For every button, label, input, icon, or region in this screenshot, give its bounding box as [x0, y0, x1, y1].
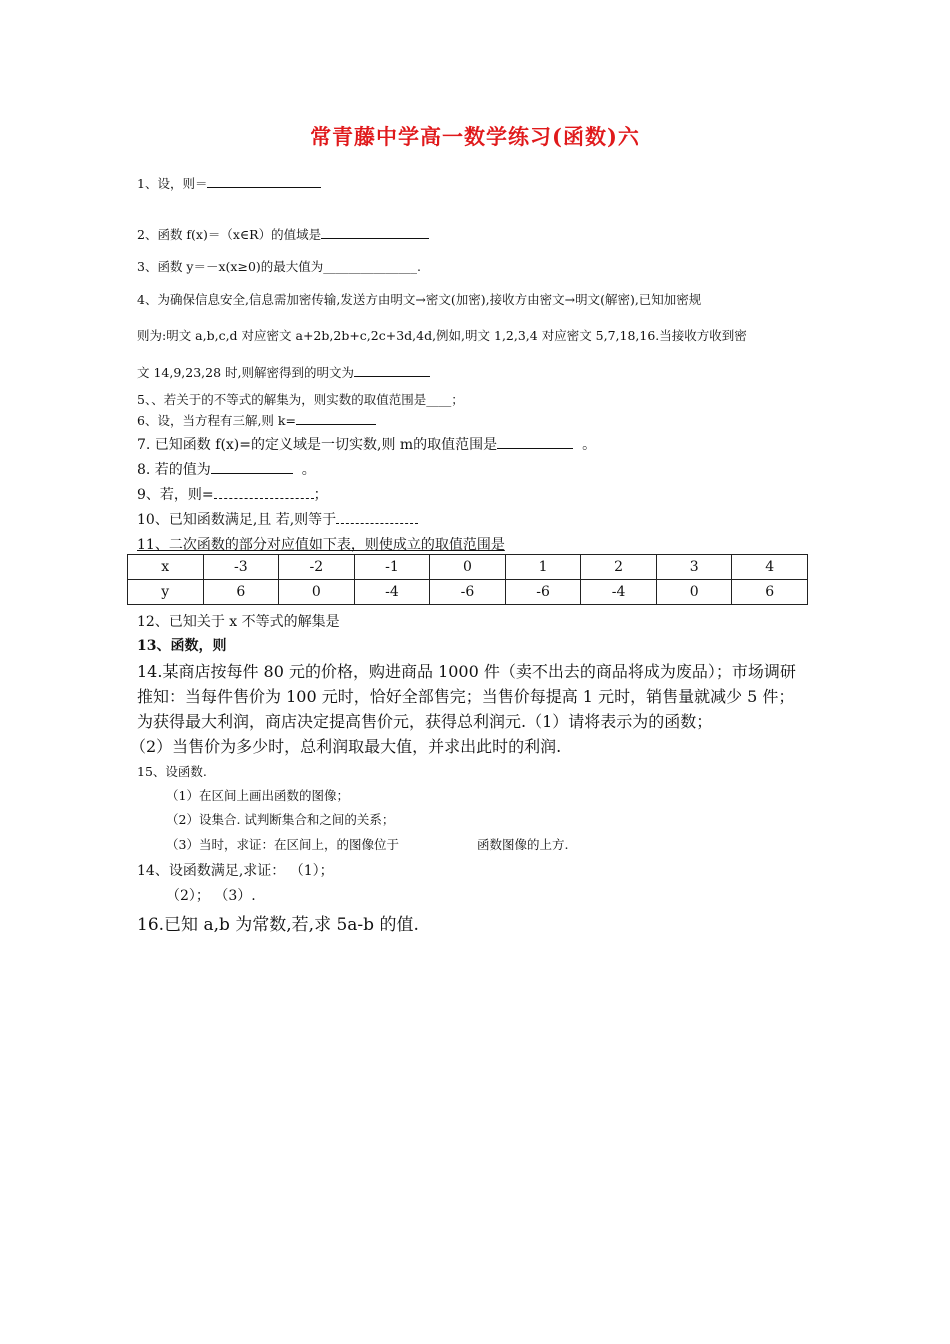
table-cell: -3: [203, 555, 279, 580]
question-14-line-4: （2）当售价为多少时，总利润取最大值，并求出此时的利润.: [130, 737, 562, 756]
answer-blank: [354, 362, 430, 377]
answer-blank: [211, 459, 293, 474]
question-12: 12、已知关于 x 不等式的解集是: [137, 614, 340, 630]
page-title: 常青藤中学高一数学练习(函数)六: [310, 124, 640, 149]
table-row-y: [128, 580, 808, 605]
table-cell: 6: [732, 580, 808, 605]
question-15-part-2: （2）设集合. 试判断集合和之间的关系；: [166, 812, 395, 827]
table-cell: 3: [656, 555, 732, 580]
question-4-line-2: 则为:明文 a,b,c,d 对应密文 a+2b,2b+c,2c+3d,4d,例如,明文 1,2,3,4 对应密文 5,7,18,16.当接收方收到密: [137, 328, 747, 343]
answer-blank: [497, 434, 573, 449]
table-cell: 6: [203, 580, 279, 605]
table-row-x: [128, 555, 808, 580]
question-15-part-1: （1）在区间上画出函数的图像；: [166, 788, 349, 803]
question-4-line-3: [137, 362, 430, 381]
question-14-line-3: 为获得最大利润，商店决定提高售价元，获得总利润元.（1）请将表示为的函数；: [137, 712, 713, 731]
question-15-part-3-text: （3）当时，求证：在区间上，的图像位于: [166, 837, 399, 852]
answer-blank: [336, 509, 418, 524]
answer-blank: [214, 484, 314, 499]
question-1-text: 1、设，则＝: [137, 176, 208, 191]
table-header-y: y: [128, 580, 204, 605]
question-3-text: 3、函数 y＝－x(x≥0)的最大值为_______________.: [137, 259, 421, 274]
question-6: [137, 410, 376, 429]
question-14b-line-2: （2）； （3）.: [166, 888, 256, 904]
question-15: 15、设函数.: [137, 764, 207, 779]
question-3: [137, 257, 421, 275]
question-9-text: 9、若，则=: [137, 487, 214, 503]
question-14-line-1: 14.某商店按每件 80 元的价格，购进商品 1000 件（卖不出去的商品将成为废品）；市场调研: [137, 662, 796, 681]
question-10-text: 10、已知函数满足,且 若,则等于: [137, 512, 337, 528]
table-cell: -4: [354, 580, 430, 605]
question-6-text: 6、设，当方程有三解,则 k=: [137, 413, 296, 428]
table-cell: 0: [656, 580, 732, 605]
question-9-end: ；: [313, 487, 328, 503]
table-cell: 0: [430, 555, 506, 580]
table-cell: 2: [581, 555, 657, 580]
value-table: [127, 554, 808, 605]
table-cell: 0: [279, 580, 355, 605]
question-1: [137, 173, 321, 192]
question-8-end: 。: [301, 462, 316, 478]
question-14b-line-1: 14、设函数满足,求证： （1）；: [137, 863, 334, 879]
question-4-line-1: 4、为确保信息安全,信息需加密传输,发送方由明文→密文(加密),接收方由密文→明文(解密),已知加密规: [137, 292, 702, 307]
answer-blank: [207, 173, 321, 188]
table-cell: -4: [581, 580, 657, 605]
table-cell: -6: [505, 580, 581, 605]
question-7: [137, 434, 596, 454]
table-cell: -1: [354, 555, 430, 580]
table-cell: 1: [505, 555, 581, 580]
question-7-end: 。: [582, 437, 597, 453]
question-7-text: 7. 已知函数 f(x)=的定义域是一切实数,则 m的取值范围是: [137, 437, 498, 453]
question-8: [137, 459, 316, 479]
question-13: 13、函数，则: [137, 638, 227, 654]
table-header-x: x: [128, 555, 204, 580]
question-5: 5、、若关于的不等式的解集为，则实数的取值范围是____；: [137, 392, 464, 407]
answer-blank: [321, 224, 429, 239]
question-2-text: 2、函数 f(x)＝（x∈R）的值域是: [137, 227, 322, 242]
answer-blank: [296, 410, 376, 425]
question-11: 11、二次函数的部分对应值如下表，则使成立的取值范围是: [137, 537, 505, 553]
question-8-text: 8. 若的值为: [137, 462, 211, 478]
question-14-line-2: 推知：当每件售价为 100 元时，恰好全部售完；当售价每提高 1 元时，销售量就减少 5 件；: [137, 687, 795, 706]
question-10: [137, 509, 418, 529]
question-9: [137, 484, 328, 504]
table-cell: 4: [732, 555, 808, 580]
question-15-part-3-end: 函数图像的上方.: [476, 837, 569, 852]
question-16: 16.已知 a,b 为常数,若,求 5a-b 的值.: [137, 915, 419, 935]
question-4-text: 文 14,9,23,28 时,则解密得到的明文为: [137, 365, 355, 380]
table-cell: -6: [430, 580, 506, 605]
table-cell: -2: [279, 555, 355, 580]
question-2: [137, 224, 429, 243]
question-15-part-3: [166, 835, 568, 853]
